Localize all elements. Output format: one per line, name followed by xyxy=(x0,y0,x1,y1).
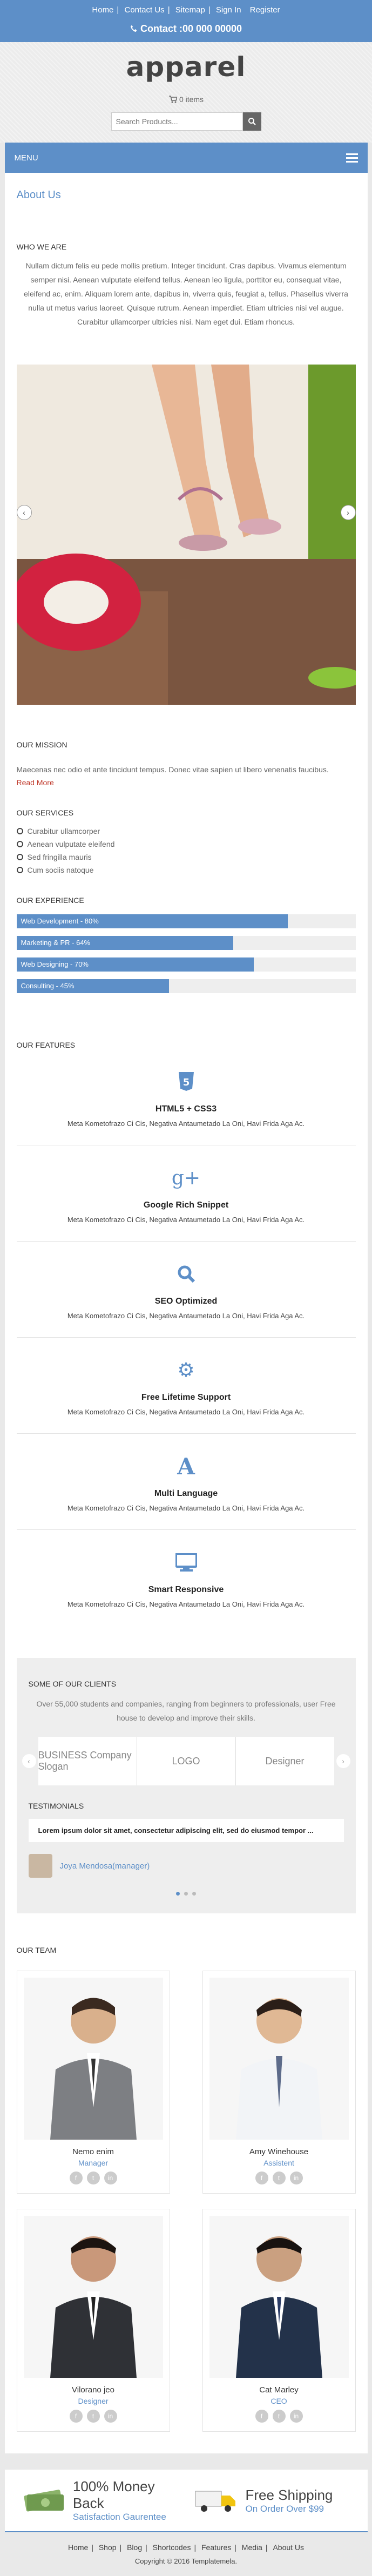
client-logo[interactable]: Designer xyxy=(265,1755,305,1766)
footer-link[interactable]: Home xyxy=(67,2543,89,2552)
member-photo xyxy=(209,1978,349,2140)
team-section xyxy=(5,1946,368,2432)
header xyxy=(0,42,372,143)
top-link-sitemap[interactable]: Sitemap xyxy=(175,5,205,15)
team-card: Amy Winehouse Assistent f t in xyxy=(202,1971,356,2194)
client-logo[interactable]: LOGO xyxy=(137,1737,236,1785)
services-heading: OUR SERVICES xyxy=(16,808,74,817)
carousel-dot[interactable] xyxy=(176,1892,180,1896)
search-bar xyxy=(111,112,261,131)
facebook-icon[interactable]: f xyxy=(255,2172,268,2184)
truck-icon xyxy=(194,2488,238,2513)
top-link-register[interactable]: Register xyxy=(249,5,280,15)
carousel-dots xyxy=(17,1889,356,1897)
main-content xyxy=(5,143,368,2453)
client-carousel xyxy=(22,1737,350,1785)
author-name: Joya Mendosa(manager) xyxy=(59,1861,150,1871)
member-photo xyxy=(209,2216,349,2378)
search-icon xyxy=(177,1264,196,1284)
client-logos xyxy=(38,1737,334,1785)
linkedin-icon[interactable]: in xyxy=(290,2410,303,2423)
promo-banner xyxy=(5,2470,368,2532)
svg-text:5: 5 xyxy=(182,1077,190,1088)
team-card: Cat Marley CEO f t in xyxy=(202,2209,356,2432)
top-bar xyxy=(0,0,372,42)
footer-link[interactable]: Media xyxy=(241,2543,262,2552)
skill-bar xyxy=(17,936,356,950)
social-links xyxy=(209,2172,349,2184)
features-heading: OUR FEATURES xyxy=(16,1041,76,1049)
top-link-signin[interactable]: Sign In xyxy=(215,5,241,15)
skill-bar-fill: Web Designing - 70% xyxy=(17,957,254,972)
top-link-home[interactable]: Home xyxy=(92,5,114,15)
experience-heading: OUR EXPERIENCE xyxy=(16,896,84,905)
carousel-prev-button[interactable] xyxy=(22,1754,36,1768)
clients-section xyxy=(17,1658,356,1913)
team-card: Vilorano jeo Designer f t in xyxy=(17,2209,170,2432)
who-we-are-heading: WHO WE ARE xyxy=(16,242,67,251)
list-item: Aenean vulputate eleifend xyxy=(17,840,356,848)
circle-icon xyxy=(17,841,23,847)
facebook-icon[interactable]: f xyxy=(70,2172,83,2184)
search-button[interactable] xyxy=(243,112,261,131)
features-section xyxy=(5,1041,368,1626)
member-photo xyxy=(24,1978,163,2140)
mission-heading: OUR MISSION xyxy=(16,740,67,749)
monitor-icon xyxy=(175,1553,197,1572)
social-links xyxy=(24,2172,163,2184)
team-card: Nemo enim Manager f t in xyxy=(17,1971,170,2194)
hero-slider xyxy=(17,365,356,705)
footer-link[interactable]: Shortcodes xyxy=(152,2543,191,2552)
cart[interactable] xyxy=(0,95,372,104)
footer-link[interactable]: Shop xyxy=(98,2543,117,2552)
twitter-icon[interactable]: t xyxy=(273,2410,286,2423)
skill-bar-fill: Consulting - 45% xyxy=(17,979,170,993)
skill-bar xyxy=(17,979,356,993)
footer-link[interactable]: About Us xyxy=(273,2543,305,2552)
list-item: Cum sociis natoque xyxy=(17,866,356,874)
phone-icon xyxy=(130,25,138,32)
mission-text: Maecenas nec odio et ante tincidunt tempus. Donec vitae sapien ut libero venenatis faucibus. xyxy=(16,765,329,774)
footer-links: Home | Shop | Blog | Shortcodes | Features | Media | About Us xyxy=(0,2532,372,2557)
list-item: Sed fringilla mauris xyxy=(17,853,356,861)
chevron-left-icon: ‹ xyxy=(28,1757,30,1765)
mission-section xyxy=(5,740,368,787)
site-logo[interactable]: apparel xyxy=(126,51,246,83)
menu-bar[interactable] xyxy=(5,143,368,173)
contact-phone: Contact :00 000 00000 xyxy=(0,23,372,35)
social-links xyxy=(24,2410,163,2423)
carousel-dot[interactable] xyxy=(184,1892,188,1896)
google-plus-icon: g+ xyxy=(171,1166,201,1189)
services-section xyxy=(5,808,368,874)
testimonial-quote: Lorem ipsum dolor sit amet, consectetur adipiscing elit, sed do eiusmod tempor ... xyxy=(29,1819,344,1842)
team-grid xyxy=(5,1954,368,2432)
feature-item: 5 HTML5 + CSS3 Meta Kometofrazo Ci Cis, Negativa Antaumetado La Oni, Havi Frida Aga Ac. xyxy=(17,1049,356,1145)
avatar xyxy=(29,1854,52,1878)
chevron-left-icon: ‹ xyxy=(23,508,25,517)
circle-icon xyxy=(17,867,23,873)
facebook-icon[interactable]: f xyxy=(255,2410,268,2423)
social-links xyxy=(209,2410,349,2423)
twitter-icon[interactable]: t xyxy=(87,2410,100,2423)
team-heading: OUR TEAM xyxy=(16,1946,57,1954)
menu-label: MENU xyxy=(14,153,38,163)
skill-bar xyxy=(17,914,356,928)
testimonial-author xyxy=(29,1854,344,1878)
linkedin-icon[interactable]: in xyxy=(104,2410,117,2423)
feature-item: g+ Google Rich Snippet Meta Kometofrazo Ci Cis, Negativa Antaumetado La Oni, Havi Frida Aga Ac. xyxy=(17,1145,356,1242)
client-logo[interactable]: BUSINESS Company Slogan xyxy=(38,1737,137,1785)
circle-icon xyxy=(17,854,23,860)
testimonials-heading: TESTIMONIALS xyxy=(28,1802,84,1810)
gears-icon: ⚙ xyxy=(177,1359,195,1381)
free-shipping-promo: Free Shipping On Order Over $99 xyxy=(186,2478,357,2523)
top-links: Home | Contact Us | Sitemap | Sign In Register xyxy=(0,5,372,15)
cart-icon xyxy=(168,95,177,104)
feature-item: Smart Responsive Meta Kometofrazo Ci Cis, Negativa Antaumetado La Oni, Havi Frida Aga Ac. xyxy=(17,1530,356,1626)
read-more-link[interactable]: Read More xyxy=(16,778,54,787)
feature-item: ⚙ Free Lifetime Support Meta Kometofrazo Ci Cis, Negativa Antaumetado La Oni, Havi Frida Aga Ac. xyxy=(17,1338,356,1434)
carousel-next-button[interactable] xyxy=(336,1754,350,1768)
search-icon xyxy=(248,117,256,126)
slider-next-button[interactable] xyxy=(341,505,356,520)
page-title: About Us xyxy=(16,189,61,201)
twitter-icon[interactable]: t xyxy=(273,2172,286,2184)
list-item: Curabitur ullamcorper xyxy=(17,827,356,835)
testimonials-block xyxy=(17,1802,356,1897)
hamburger-icon[interactable] xyxy=(346,153,358,163)
feature-item: SEO Optimized Meta Kometofrazo Ci Cis, Negativa Antaumetado La Oni, Havi Frida Aga Ac. xyxy=(17,1242,356,1338)
footer-link[interactable]: Features xyxy=(201,2543,232,2552)
slider-image xyxy=(17,365,356,705)
experience-section xyxy=(5,896,368,993)
slider-prev-button[interactable] xyxy=(17,505,32,520)
member-photo xyxy=(24,2216,163,2378)
skill-bar-fill: Web Development - 80% xyxy=(17,914,288,928)
feature-item: A Multi Language Meta Kometofrazo Ci Cis, Negativa Antaumetado La Oni, Havi Frida Aga Ac. xyxy=(17,1434,356,1530)
copyright: Copyright © 2016 Templatemela. xyxy=(134,2557,238,2565)
skill-bar-fill: Marketing & PR - 64% xyxy=(17,936,234,950)
chevron-right-icon: › xyxy=(342,1757,344,1765)
html5-icon xyxy=(178,1071,195,1092)
circle-icon xyxy=(17,828,23,834)
linkedin-icon[interactable]: in xyxy=(104,2172,117,2184)
twitter-icon[interactable]: t xyxy=(87,2172,100,2184)
skill-bars xyxy=(5,914,368,993)
clients-text: Over 55,000 students and companies, ranging from beginners to professionals, user Free house to develop and improve their skills. xyxy=(36,1700,336,1722)
cart-count: 0 items xyxy=(179,95,204,104)
search-input[interactable] xyxy=(111,112,243,131)
top-link-contact[interactable]: Contact Us xyxy=(124,5,165,15)
money-icon xyxy=(23,2488,66,2513)
who-we-are-text: Nullam dictum felis eu pede mollis pretium. Integer tincidunt. Cras dapibus. Vivamus elementum semper nisi. Aenean vulputate eleifend tellus. Aenean leo ligula, porttitor eu, consequat vitae, eleifend ac, enim. Aliquam lorem ante, dapibus in, viverra quis, feugiat a, tellus. Phasellus viverra nulla ut metus varius laoreet. Quisque rutrum. Aenean imperdiet. Etiam ultricies nisi vel augue. Curabitur ullamcorper ultricies nisi. Nam eget dui. Etiam rhoncus. xyxy=(24,261,348,326)
facebook-icon[interactable]: f xyxy=(70,2410,83,2423)
clients-heading: SOME OF OUR CLIENTS xyxy=(28,1680,117,1688)
font-icon: A xyxy=(177,1453,195,1480)
footer-link[interactable]: Blog xyxy=(127,2543,143,2552)
money-back-promo: 100% Money Back Satisfaction Gaurentee xyxy=(16,2478,186,2523)
services-list xyxy=(5,827,368,874)
chevron-right-icon: › xyxy=(347,508,349,517)
carousel-dot[interactable] xyxy=(192,1892,196,1896)
linkedin-icon[interactable]: in xyxy=(290,2172,303,2184)
skill-bar xyxy=(17,957,356,972)
